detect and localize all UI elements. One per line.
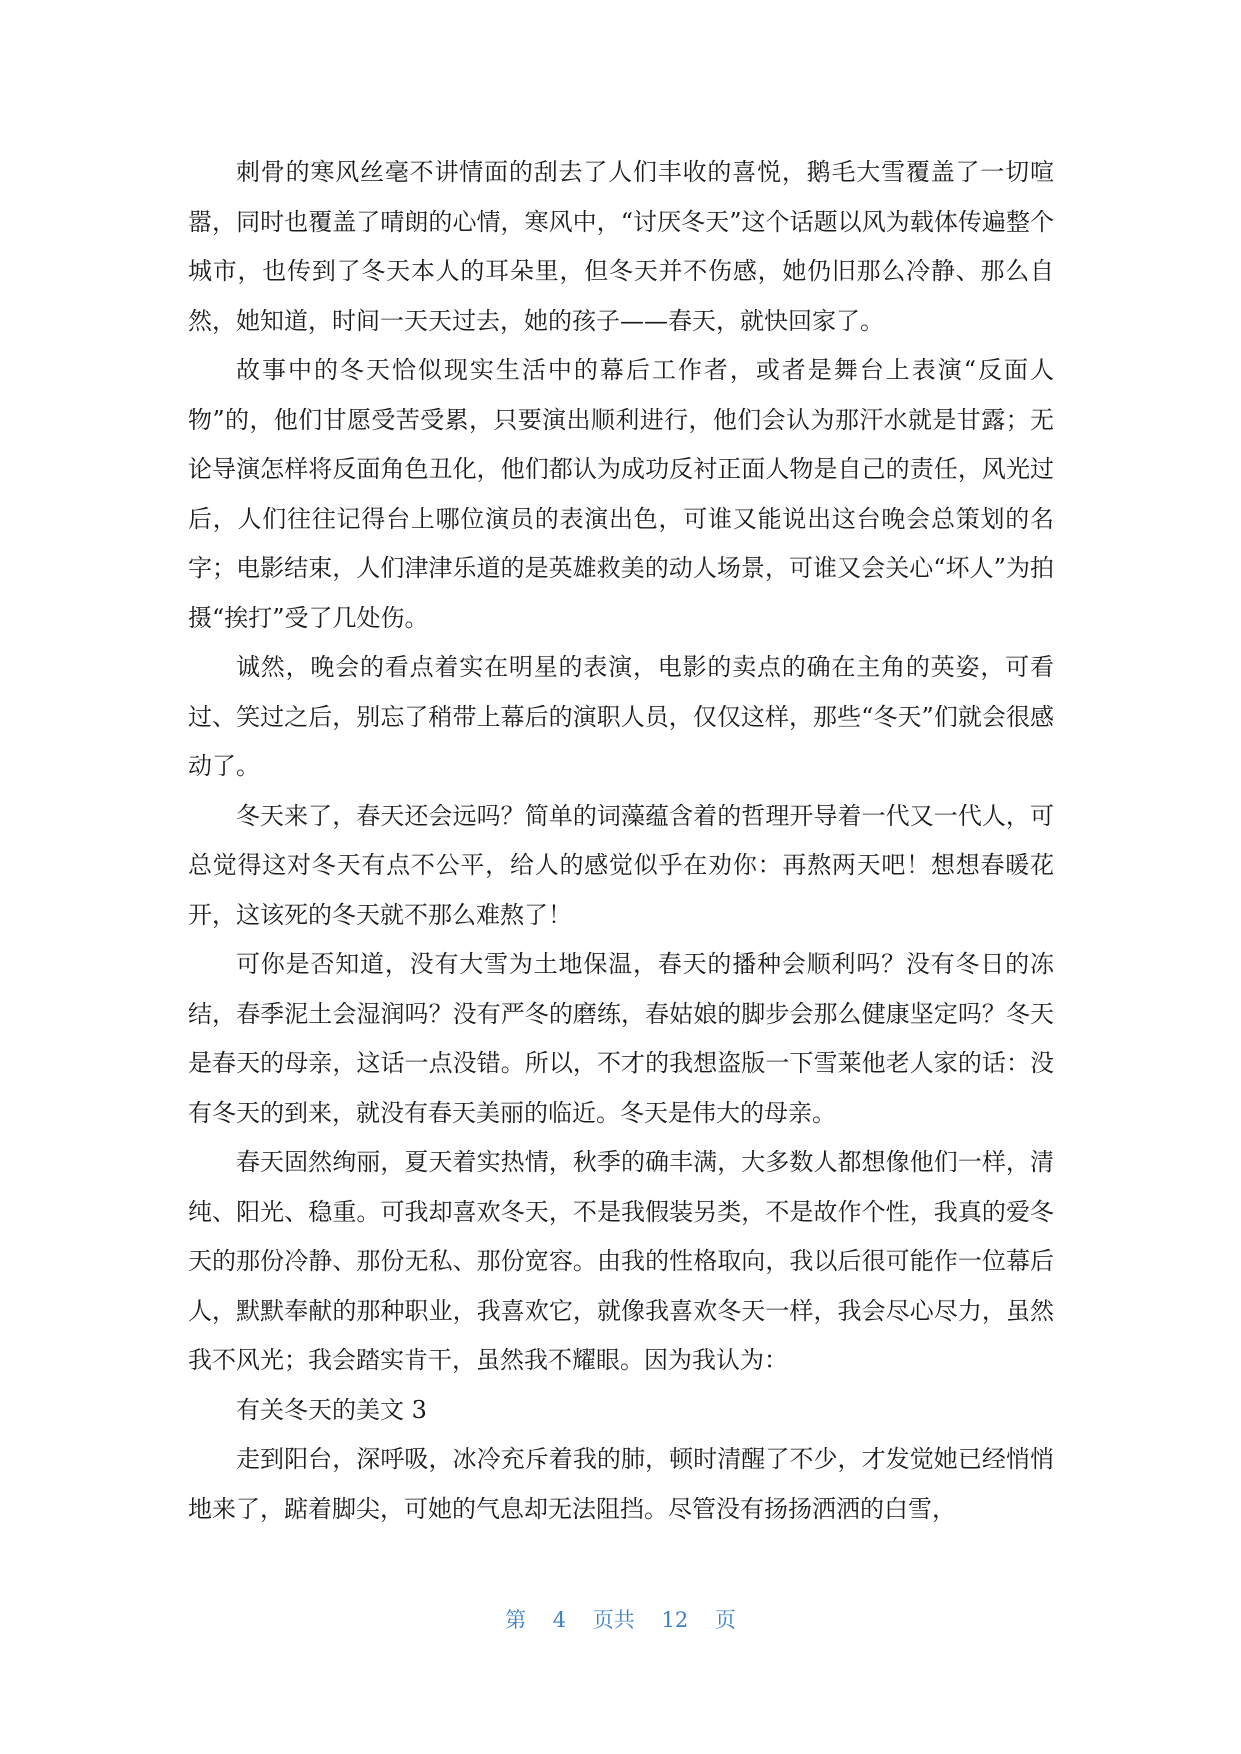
page-prefix: 第 [505, 1608, 527, 1632]
paragraph: 可你是否知道，没有大雪为土地保温，春天的播种会顺利吗？没有冬日的冻结，春季泥土会湿润吗？没有严冬的磨练，春姑娘的脚步会那么健康坚定吗？冬天是春天的母亲，这话一点没错。所以，不才的我想盗版一下雪莱他老人家的话：没有冬天的到来，就没有春天美丽的临近。冬天是伟大的母亲。 [188, 950, 1054, 1127]
paragraph: 春天固然绚丽，夏天着实热情，秋季的确丰满，大多数人都想像他们一样，清纯、阳光、稳重。可我却喜欢冬天，不是我假装另类，不是故作个性，我真的爱冬天的那份冷静、那份无私、那份宽容。由我的性格取向，我以后很可能作一位幕后人，默默奉献的那种职业，我喜欢它，就像我喜欢冬天一样，我会尽心尽力，虽然我不风光；我会踏实肯干，虽然我不耀眼。因为我认为： [188, 1148, 1054, 1374]
page-middle: 页共 [592, 1608, 635, 1632]
page-suffix: 页 [714, 1608, 736, 1632]
paragraph: 诚然，晚会的看点着实在明星的表演，电影的卖点的确在主角的英姿，可看过、笑过之后，别忘了稍带上幕后的演职人员，仅仅这样，那些“冬天”们就会很感动了。 [188, 653, 1054, 780]
paragraph: 故事中的冬天恰似现实生活中的幕后工作者，或者是舞台上表演“反面人物”的，他们甘愿受苦受累，只要演出顺利进行，他们会认为那汗水就是甘露；无论导演怎样将反面角色丑化，他们都认为成功反衬正面人物是自己的责任，风光过后，人们往往记得台上哪位演员的表演出色，可谁又能说出这台晚会总策划的名字；电影结束，人们津津乐道的是英雄救美的动人场景，可谁又会关心“坏人”为拍摄“挨打”受了几处伤。 [188, 356, 1054, 632]
page-current: 4 [552, 1608, 567, 1632]
document-body [188, 148, 1054, 1534]
paragraph: 冬天来了，春天还会远吗？简单的词藻蕴含着的哲理开导着一代又一代人，可总觉得这对冬天有点不公平，给人的感觉似乎在劝你：再熬两天吧！想想春暖花开，这该死的冬天就不那么难熬了！ [188, 801, 1054, 929]
paragraph: 走到阳台，深呼吸，冰冷充斥着我的肺，顿时清醒了不少，才发觉她已经悄悄地来了，踮着脚尖，可她的气息却无法阻挡。尽管没有扬扬洒洒的白雪， [188, 1445, 1054, 1523]
paragraph: 刺骨的寒风丝毫不讲情面的刮去了人们丰收的喜悦，鹅毛大雪覆盖了一切喧嚣，同时也覆盖了晴朗的心情，寒风中，“讨厌冬天”这个话题以风为载体传遍整个城市，也传到了冬天本人的耳朵里，但冬天并不伤感，她仍旧那么冷静、那么自然，她知道，时间一天天过去，她的孩子——春天，就快回家了。 [188, 158, 1054, 335]
page-total: 12 [661, 1608, 689, 1632]
section-title: 有关冬天的美文 3 [236, 1395, 427, 1424]
page-footer [0, 1604, 1241, 1634]
